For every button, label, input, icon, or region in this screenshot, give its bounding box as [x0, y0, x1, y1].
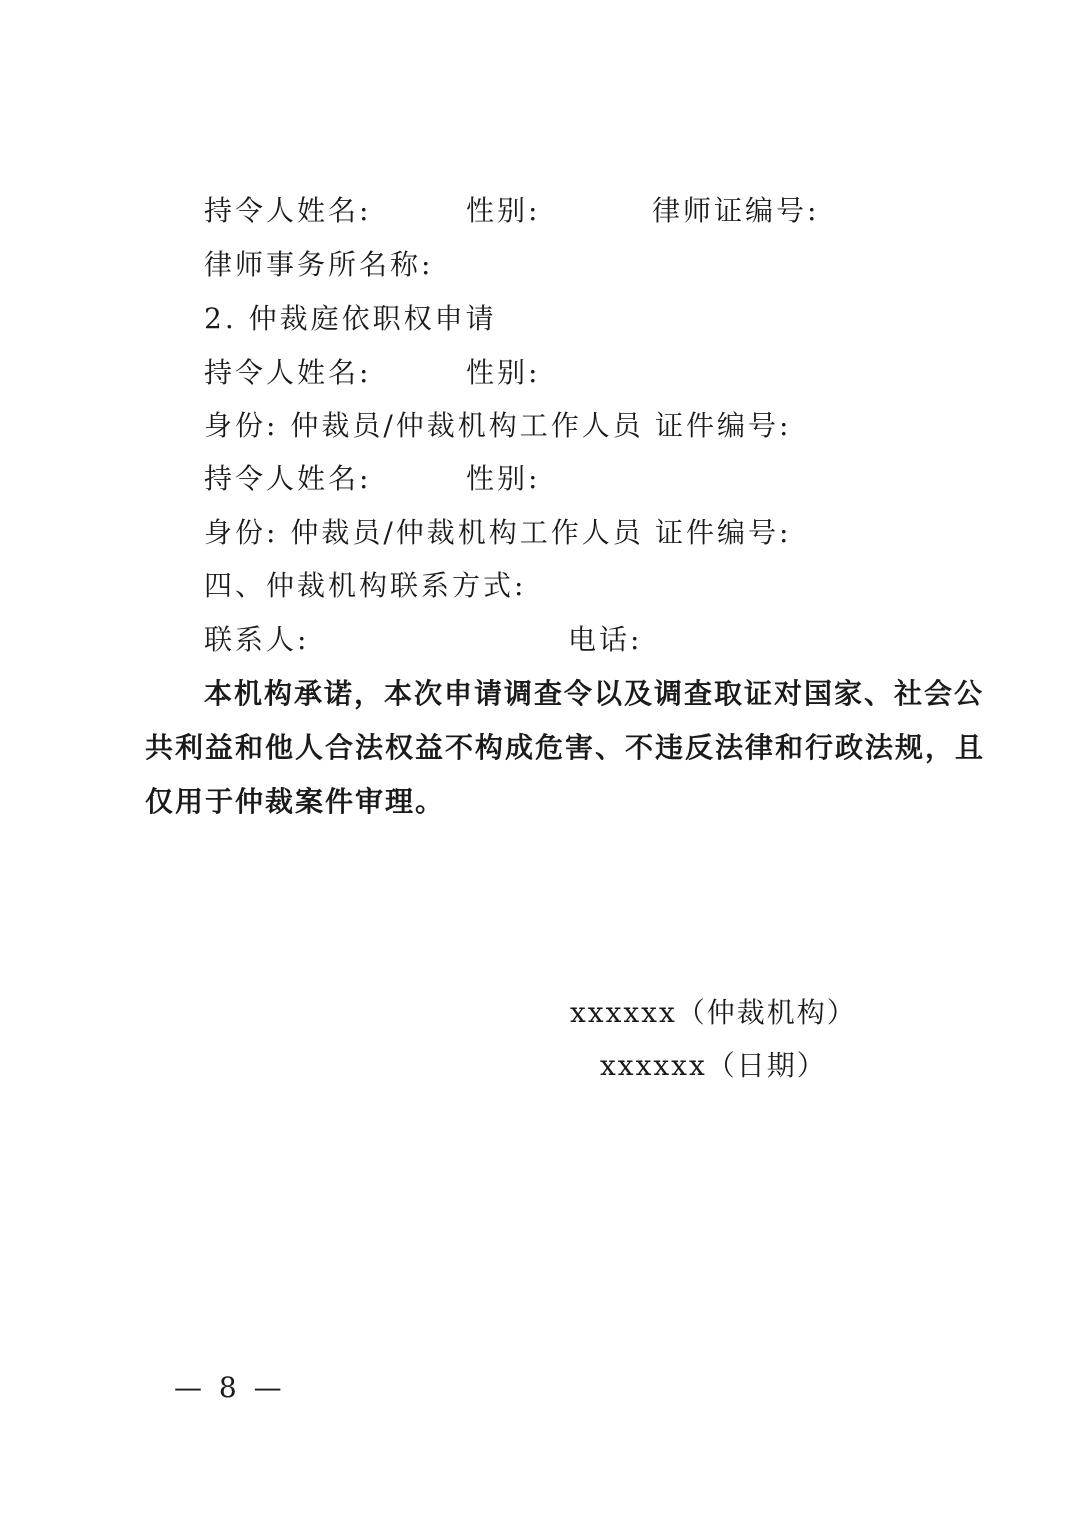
contact-section-heading: 四、仲裁机构联系方式:: [204, 569, 527, 602]
page-number: — 8 —: [174, 1371, 286, 1404]
phone-label: 电话:: [568, 623, 643, 656]
commitment-line-2: 共利益和他人合法权益不构成危害、不违反法律和行政法规，且: [145, 731, 986, 764]
tribunal-holder-2-cert-label: 证件编号:: [655, 516, 792, 549]
lawyer-gender-label: 性别:: [466, 194, 541, 227]
tribunal-holder-2-identity-label: 身份: 仲裁员/仲裁机构工作人员: [204, 516, 644, 549]
law-firm-name-label: 律师事务所名称:: [204, 248, 434, 281]
signature-institution: xxxxxx（仲裁机构）: [570, 996, 857, 1029]
tribunal-application-heading: 2. 仲裁庭依职权申请: [204, 302, 497, 335]
contact-person-label: 联系人:: [204, 623, 310, 656]
tribunal-holder-2-gender-label: 性别:: [466, 462, 541, 495]
lawyer-holder-name-label: 持令人姓名:: [204, 194, 372, 227]
signature-date: xxxxxx（日期）: [600, 1049, 827, 1082]
tribunal-holder-1-identity-label: 身份: 仲裁员/仲裁机构工作人员: [204, 409, 644, 442]
tribunal-holder-1-gender-label: 性别:: [466, 356, 541, 389]
commitment-line-3: 仅用于仲裁案件审理。: [145, 785, 446, 818]
tribunal-holder-1-name-label: 持令人姓名:: [204, 356, 372, 389]
lawyer-cert-number-label: 律师证编号:: [652, 194, 820, 227]
commitment-line-1: 本机构承诺，本次申请调查令以及调查取证对国家、社会公: [204, 677, 985, 710]
tribunal-holder-1-cert-label: 证件编号:: [655, 409, 792, 442]
tribunal-holder-2-name-label: 持令人姓名:: [204, 462, 372, 495]
